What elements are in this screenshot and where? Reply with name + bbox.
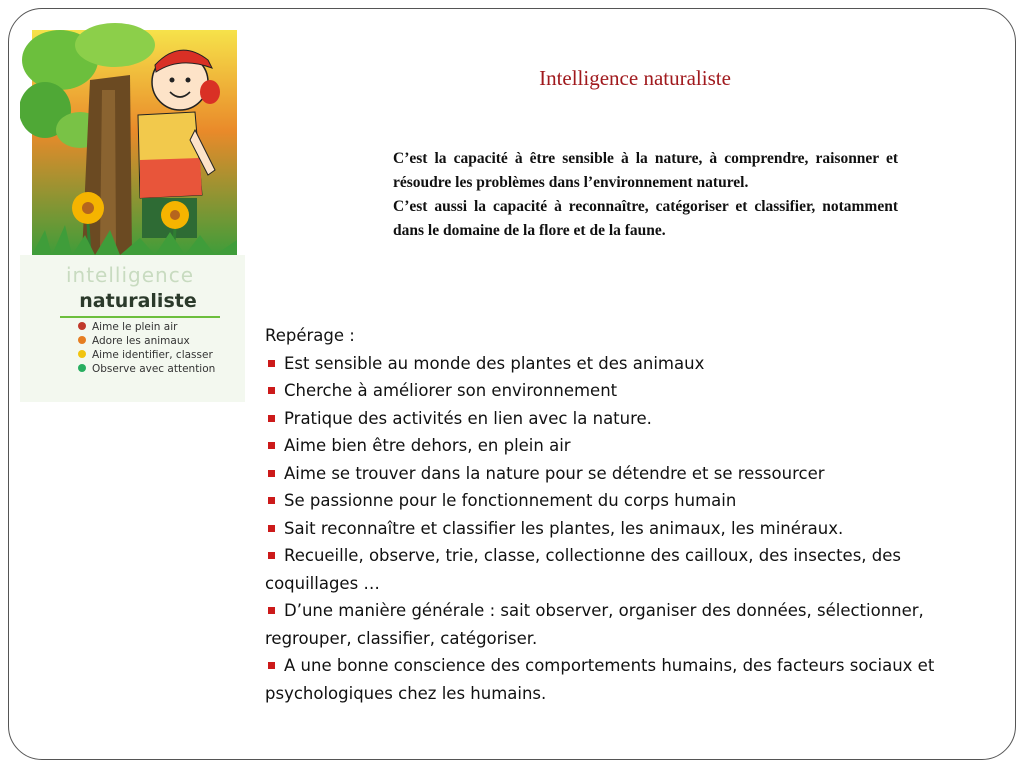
reperage-item-text: D’une manière générale : sait observer, organiser des données, sélectionner, regrouper, classifier, catégoriser. [265, 601, 924, 648]
reperage-item [265, 432, 985, 460]
reperage-item [265, 652, 985, 707]
legend-label: Aime le plein air [92, 321, 178, 333]
bullet-icon [268, 662, 275, 669]
reperage-item-text: Sait reconnaître et classifier les plantes, les animaux, les minéraux. [284, 518, 844, 538]
bullet-icon [268, 470, 275, 477]
reperage-item-text: Cherche à améliorer son environnement [284, 381, 618, 400]
legend-flower-icon [78, 364, 86, 372]
bullet-icon [268, 497, 275, 504]
legend-flower-icon [78, 336, 86, 344]
reperage-item-text: A une bonne conscience des comportements humains, des facteurs sociaux et psychologiques chez les humains. [265, 656, 935, 703]
legend-label: Aime identifier, classer [92, 349, 213, 361]
reperage-item [265, 460, 985, 488]
reperage-item [265, 542, 985, 597]
intro-text [393, 147, 898, 243]
bullet-icon [268, 415, 275, 422]
reperage-item [265, 350, 985, 378]
reperage-item-text: Est sensible au monde des plantes et des animaux [284, 353, 705, 373]
reperage-item [265, 487, 985, 515]
reperage-item [265, 597, 985, 652]
bullet-icon [268, 525, 275, 532]
legend-flower-icon [78, 350, 86, 358]
reperage-item [265, 377, 985, 405]
reperage-item-text: Recueille, observe, trie, classe, collectionne des cailloux, des insectes, des coquillages … [265, 546, 902, 593]
naturalist-illustration [20, 20, 245, 402]
illustration-heading-light: intelligence [65, 263, 195, 287]
reperage-item-text: Aime se trouver dans la nature pour se détendre et se ressourcer [284, 463, 825, 483]
intro-paragraph-1: C’est la capacité à être sensible à la nature, à comprendre, raisonner et résoudre les problèmes dans l’environnement naturel. [393, 150, 898, 191]
reperage-item-text: Aime bien être dehors, en plein air [284, 436, 571, 455]
illustration-heading-dark: naturaliste [79, 290, 197, 312]
legend-label: Adore les animaux [92, 335, 190, 347]
reperage-heading: Repérage : [265, 326, 355, 345]
bullet-icon [268, 552, 275, 559]
reperage-item-text: Pratique des activités en lien avec la nature. [284, 408, 652, 428]
bullet-icon [268, 442, 275, 449]
reperage-item [265, 405, 985, 433]
bullet-icon [268, 387, 275, 394]
legend-label: Observe avec attention [92, 363, 216, 375]
bullet-icon [268, 360, 275, 367]
bullet-icon [268, 607, 275, 614]
reperage-list [265, 350, 985, 708]
legend-flower-icon [78, 322, 86, 330]
reperage-item-text: Se passionne pour le fonctionnement du corps humain [284, 491, 737, 510]
reperage-item [265, 515, 985, 543]
reperage-section [265, 322, 985, 707]
slide-title: Intelligence naturaliste [539, 66, 731, 90]
intro-paragraph-2: C’est aussi la capacité à reconnaître, catégoriser et classifier, notamment dans le domaine de la flore et de la faune. [393, 198, 898, 239]
